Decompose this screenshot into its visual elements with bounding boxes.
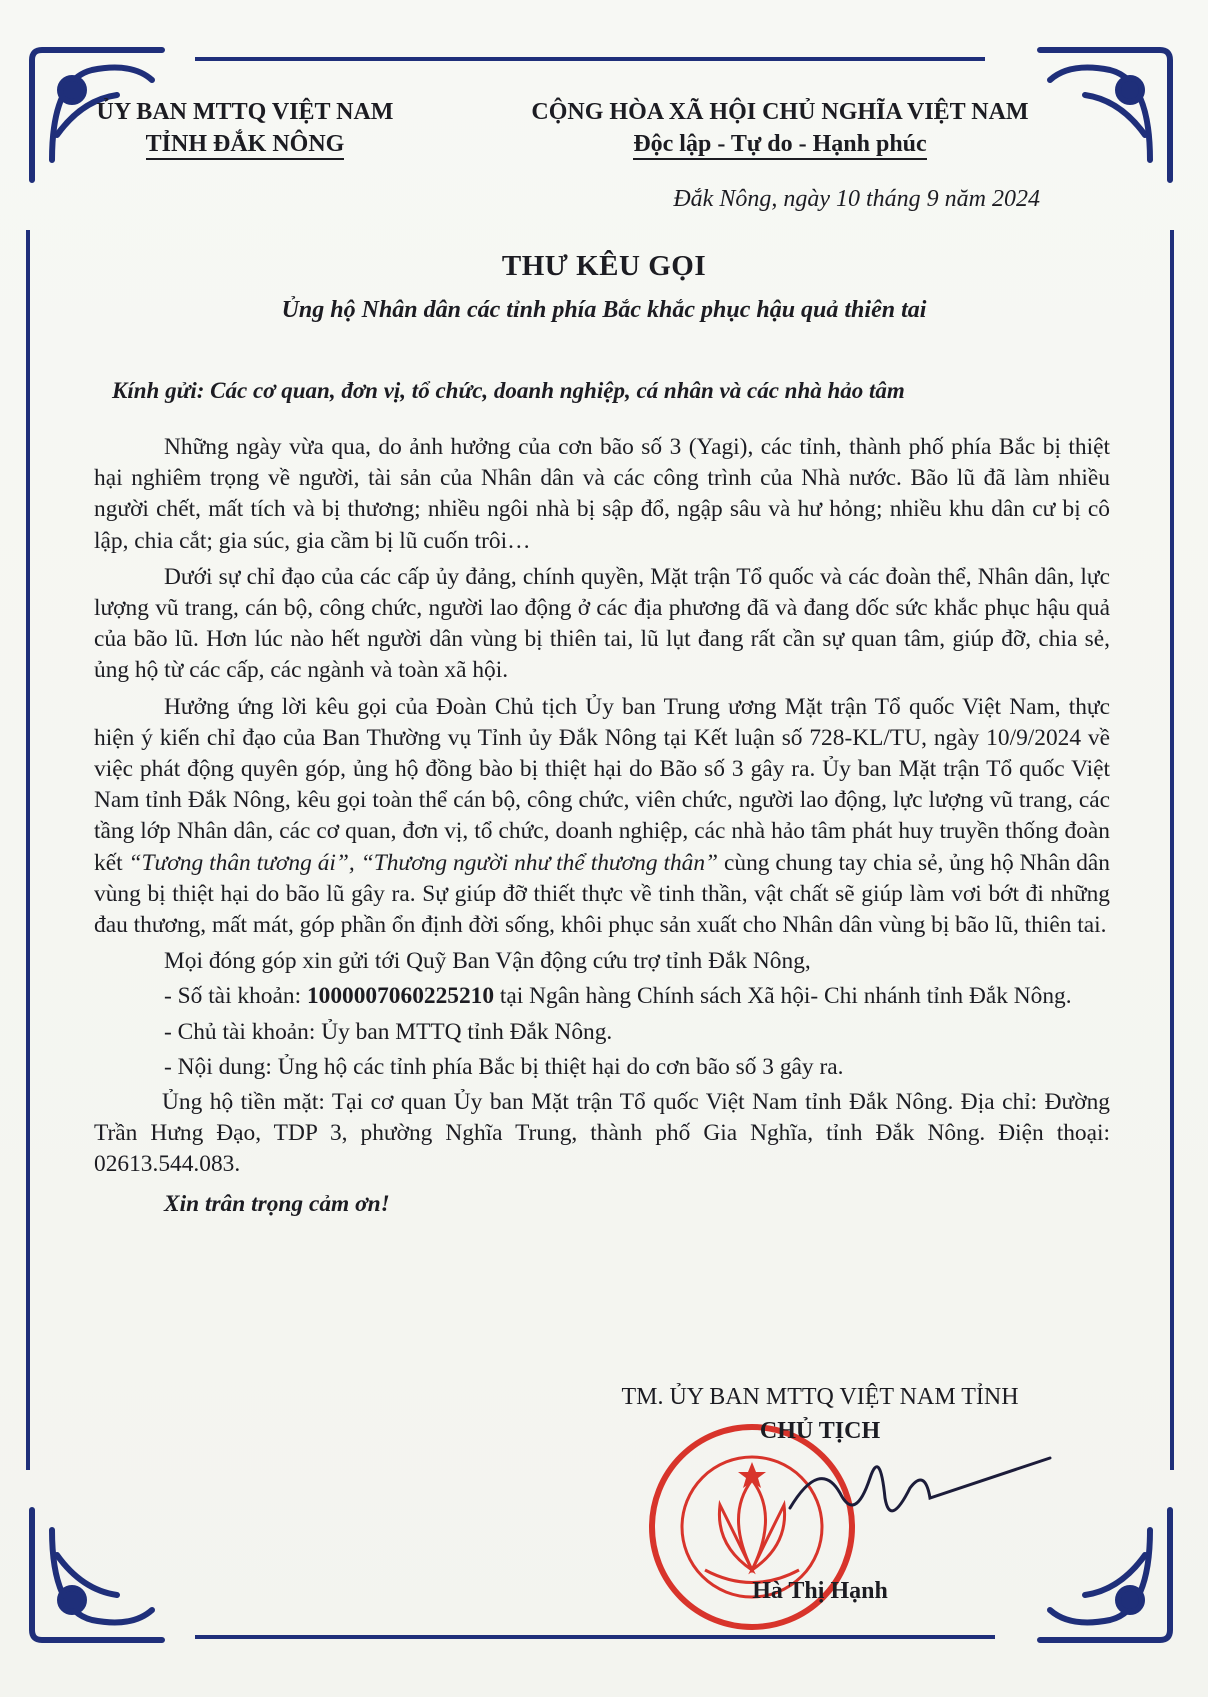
closing-thanks: Xin trân trọng cảm ơn! bbox=[164, 1190, 390, 1217]
paragraph-1: Những ngày vừa qua, do ảnh hưởng của cơn bão số 3 (Yagi), các tỉnh, thành phố phía Bắc bị thiệt hại nghiêm trọng về người, tài sản của Nhân dân và các công trình của Nhà nước. Bão lũ đã làm nhiều người chết, mất tích và bị thương; nhiều ngôi nhà bị sập đổ, ngập sâu và hư hỏng; nhiều khu dân cư bị cô lập, chia cắt; gia súc, gia cầm bị lũ cuốn trôi… bbox=[94, 434, 1110, 554]
motto: Độc lập - Tự do - Hạnh phúc bbox=[633, 130, 926, 160]
paragraph-3-text-b: cùng chung tay chia sẻ, ủng hộ Nhân dân vùng bị thiệt hại do bão lũ gây ra. Sự giúp đỡ thiết thực về tinh thần, vật chất sẽ giúp làm vơi bớt đi những đau thương, mất mát, góp phần ổn định đời sống, khôi phục sản xuất cho Nhân dân vùng bị bão lũ, thiên tai. bbox=[94, 849, 1110, 939]
issuing-organization bbox=[70, 96, 420, 160]
donation-intro: Mọi đóng góp xin gửi tới Quỹ Ban Vận động cứu trợ tỉnh Đắk Nông, bbox=[164, 948, 811, 975]
frame-left-line bbox=[26, 230, 30, 1470]
national-motto bbox=[500, 96, 1060, 160]
document-title: THƯ KÊU GỌI bbox=[501, 250, 707, 282]
transfer-content-line: - Nội dung: Ủng hộ các tỉnh phía Bắc bị thiệt hại do cơn bão số 3 gây ra. bbox=[164, 1053, 844, 1080]
place-and-date: Đắk Nông, ngày 10 tháng 9 năm 2024 bbox=[673, 186, 1040, 212]
account-label: - Số tài khoản: bbox=[164, 983, 307, 1010]
frame-bottom-line bbox=[195, 1635, 995, 1639]
signatory-title: CHỦ TỊCH bbox=[759, 1418, 881, 1444]
handwritten-signature-icon bbox=[760, 1438, 1060, 1548]
account-line bbox=[94, 981, 1110, 1012]
paragraph-3-text-a: Hưởng ứng lời kêu gọi của Đoàn Chủ tịch Ủy ban Trung ương Mặt trận Tổ quốc Việt Nam, thực hiện ý kiến chỉ đạo của Ban Thường vụ Tỉnh ủy Đắk Nông tại Kết luận số 728-KL/TU, ngày 10/9/2024 về việc phát động quyên góp, ủng hộ đồng bào bị thiệt hại do Bão số 3 gây ra. Ủy ban Mặt trận Tổ quốc Việt Nam tỉnh Đắk Nông, kêu gọi toàn thể cán bộ, công chức, viên chức, người lao động, lực lượng vũ trang, các tầng lớp Nhân dân, các cơ quan, đơn vị, tổ chức, doanh nghiệp, các nhà hảo tâm phát huy truyền thống đoàn kết bbox=[94, 693, 1110, 876]
signatory-organization: TM. ỦY BAN MTTQ VIỆT NAM TỈNH bbox=[621, 1384, 1019, 1410]
document-subtitle: Ủng hộ Nhân dân các tỉnh phía Bắc khắc phục hậu quả thiên tai bbox=[281, 297, 927, 323]
paragraph-3-quote: “Tương thân tương ái”, “Thương người như thể thương thân” bbox=[128, 849, 719, 876]
letter-body bbox=[94, 432, 1110, 1225]
paragraph-2: Dưới sự chỉ đạo của các cấp ủy đảng, chính quyền, Mặt trận Tổ quốc và các đoàn thể, Nhân dân, lực lượng vũ trang, cán bộ, công chức, người lao động ở các địa phương đã và đang dốc sức khắc phục hậu quả của bão lũ. Hơn lúc nào hết người dân vùng bị thiên tai, lũ lụt đang rất cần sự quan tâm, giúp đỡ, chia sẻ, ủng hộ từ các cấp, các ngành và toàn xã hội. bbox=[94, 563, 1110, 684]
cash-donation-line: Ủng hộ tiền mặt: Tại cơ quan Ủy ban Mặt trận Tổ quốc Việt Nam tỉnh Đắk Nông. Địa chỉ: Đường Trần Hưng Đạo, TDP 3, phường Nghĩa Trung, thành phố Gia Nghĩa, tỉnh Đắk Nông. Điện thoại: 02613.544.083. bbox=[94, 1089, 1110, 1178]
corner-ornament-bottom-left-icon bbox=[22, 1500, 172, 1650]
account-owner-line: - Chủ tài khoản: Ủy ban MTTQ tỉnh Đắk Nông. bbox=[164, 1018, 613, 1045]
account-number: 1000007060225210 bbox=[306, 983, 495, 1010]
frame-top-line bbox=[195, 57, 985, 61]
account-bank: tại Ngân hàng Chính sách Xã hội- Chi nhánh tỉnh Đắk Nông. bbox=[494, 983, 1072, 1010]
org-name: ỦY BAN MTTQ VIỆT NAM bbox=[96, 99, 394, 125]
paragraph-3 bbox=[94, 692, 1110, 942]
org-province: TỈNH ĐẮK NÔNG bbox=[146, 130, 345, 160]
frame-right-line bbox=[1170, 230, 1174, 1470]
recipient-line: Kính gửi: Các cơ quan, đơn vị, tổ chức, doanh nghiệp, cá nhân và các nhà hảo tâm bbox=[112, 378, 905, 403]
signatory-name: Hà Thị Hạnh bbox=[752, 1578, 888, 1604]
nation-name: CỘNG HÒA XÃ HỘI CHỦ NGHĨA VIỆT NAM bbox=[531, 99, 1029, 125]
